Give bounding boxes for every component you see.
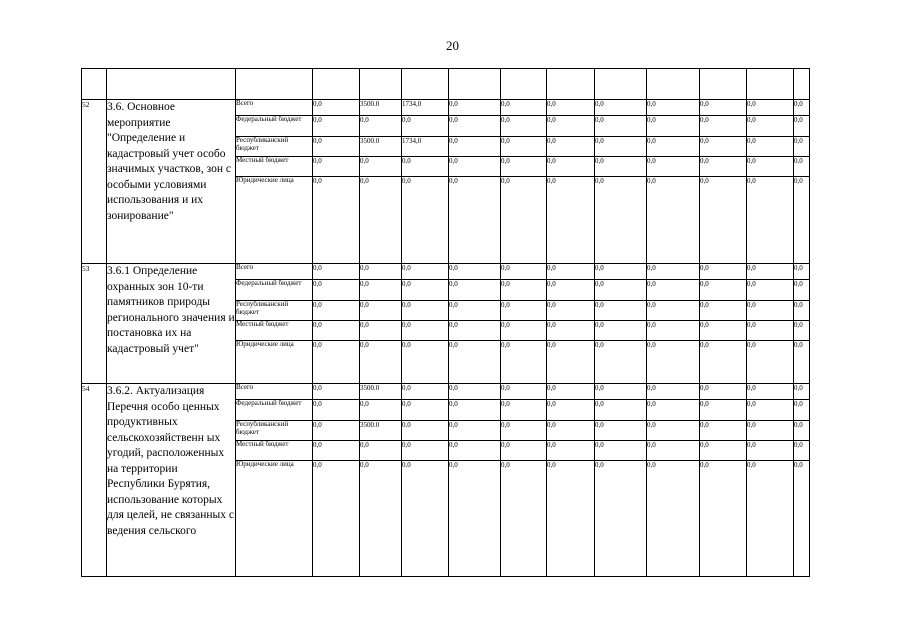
value-cell: 0,0 [402,421,449,441]
value-cell: 0,0 [501,341,547,384]
value-cell: 0,0 [595,116,647,137]
value-cell: 0,0 [547,177,595,264]
value-cell: 0,0 [501,137,547,157]
value-cell: 0,0 [449,321,501,341]
value-cell: 0,0 [595,301,647,321]
value-cell: 0,0 [794,177,810,264]
value-cell: 0,0 [449,441,501,461]
value-cell: 0,0 [547,100,595,116]
value-cell: 0,0 [595,341,647,384]
value-cell: 0,0 [700,301,747,321]
value-cell: 0,0 [547,384,595,400]
value-cell: 0,0 [794,461,810,577]
value-cell: 0,0 [449,384,501,400]
value-cell: 0,0 [313,321,360,341]
value-cell: 0,0 [402,157,449,177]
value-cell: 0,0 [313,400,360,421]
header-cell [595,69,647,100]
value-cell: 0,0 [501,177,547,264]
value-cell: 3500.0 [360,137,402,157]
value-cell: 0,0 [313,100,360,116]
value-cell: 0,0 [794,100,810,116]
funding-source: Всего [236,264,313,280]
row-number: 53 [82,264,107,384]
header-cell [360,69,402,100]
header-cell [107,69,236,100]
header-cell [547,69,595,100]
value-cell: 0,0 [313,177,360,264]
value-cell: 0,0 [747,280,794,301]
value-cell: 0,0 [700,100,747,116]
value-cell: 0,0 [402,280,449,301]
value-cell: 0,0 [449,461,501,577]
value-cell: 0,0 [360,264,402,280]
value-cell: 0,0 [747,301,794,321]
value-cell: 0,0 [595,177,647,264]
value-cell: 0,0 [647,264,700,280]
funding-source: Местный бюджет [236,321,313,341]
value-cell: 0,0 [700,341,747,384]
value-cell: 0,0 [647,280,700,301]
value-cell: 0,0 [700,384,747,400]
value-cell: 0,0 [360,177,402,264]
value-cell: 0,0 [595,264,647,280]
value-cell: 0,0 [747,441,794,461]
value-cell: 0,0 [449,301,501,321]
funding-source: Республиканский бюджет [236,137,313,157]
value-cell: 0,0 [313,157,360,177]
value-cell: 0,0 [547,400,595,421]
value-cell: 0,0 [700,400,747,421]
value-cell: 0,0 [794,280,810,301]
value-cell: 0,0 [547,280,595,301]
activity-title-text: 3.6. Основное мероприятие "Определение и кадастровый учет особо значимых участков, зон с особыми условиями использования и их зонирование" [107,101,231,222]
value-cell: 1734,0 [402,100,449,116]
value-cell: 0,0 [313,116,360,137]
value-cell: 0,0 [501,321,547,341]
value-cell: 0,0 [595,280,647,301]
value-cell: 0,0 [647,400,700,421]
value-cell: 0,0 [647,157,700,177]
value-cell: 0,0 [449,264,501,280]
value-cell: 0,0 [360,461,402,577]
value-cell: 0,0 [647,421,700,441]
value-cell: 0,0 [747,157,794,177]
value-cell: 0,0 [700,421,747,441]
value-cell: 0,0 [313,441,360,461]
value-cell: 0,0 [647,384,700,400]
value-cell: 0,0 [547,137,595,157]
header-cell [501,69,547,100]
value-cell: 0,0 [700,321,747,341]
value-cell: 0,0 [501,116,547,137]
header-cell [794,69,810,100]
value-cell: 0,0 [402,461,449,577]
header-cell [82,69,107,100]
value-cell: 0,0 [595,100,647,116]
funding-source: Федеральный бюджет [236,400,313,421]
funding-source: Всего [236,100,313,116]
value-cell: 0,0 [794,301,810,321]
value-cell: 0,0 [747,116,794,137]
value-cell: 0,0 [402,384,449,400]
activity-title [107,384,236,577]
header-cell [647,69,700,100]
value-cell: 0,0 [402,177,449,264]
activity-title-text: 3.6.1 Определение охранных зон 10-ти памятников природы регионального значения и постановка их на кадастровый учет" [107,265,235,355]
page-number: 20 [446,38,459,53]
activity-title [107,100,236,264]
value-cell: 0,0 [547,461,595,577]
table-row [82,100,810,116]
value-cell: 0,0 [449,341,501,384]
value-cell: 0,0 [700,264,747,280]
value-cell: 0,0 [647,341,700,384]
value-cell: 0,0 [449,137,501,157]
value-cell: 0,0 [449,400,501,421]
header-cell [700,69,747,100]
value-cell: 0,0 [595,321,647,341]
value-cell: 0,0 [794,400,810,421]
value-cell: 0,0 [647,100,700,116]
value-cell: 0,0 [449,421,501,441]
value-cell: 0,0 [747,177,794,264]
value-cell: 0,0 [449,100,501,116]
value-cell: 0,0 [402,264,449,280]
value-cell: 0,0 [547,116,595,137]
value-cell: 0,0 [360,321,402,341]
value-cell: 0,0 [700,157,747,177]
value-cell: 0,0 [449,280,501,301]
value-cell: 0,0 [501,421,547,441]
value-cell: 0,0 [402,321,449,341]
row-number: 52 [82,100,107,264]
funding-source: Республиканский бюджет [236,421,313,441]
value-cell: 0,0 [313,280,360,301]
value-cell: 0,0 [449,157,501,177]
value-cell: 0,0 [402,400,449,421]
value-cell: 0,0 [747,384,794,400]
value-cell: 0,0 [794,421,810,441]
value-cell: 0,0 [402,341,449,384]
value-cell: 0,0 [700,177,747,264]
value-cell: 0,0 [313,137,360,157]
value-cell: 0,0 [313,301,360,321]
value-cell: 0,0 [595,441,647,461]
value-cell: 0,0 [360,116,402,137]
funding-source: Республиканский бюджет [236,301,313,321]
header-cell [313,69,360,100]
value-cell: 0,0 [595,421,647,441]
header-row [82,69,810,100]
value-cell: 0,0 [700,280,747,301]
value-cell: 0,0 [794,137,810,157]
value-cell: 0,0 [360,341,402,384]
value-cell: 0,0 [501,100,547,116]
value-cell: 0,0 [647,441,700,461]
value-cell: 0,0 [700,116,747,137]
value-cell: 0,0 [747,100,794,116]
activity-title [107,264,236,384]
table-row [82,384,810,400]
activity-title-text: 3.6.2. Актуализация Перечня особо ценных продуктивных сельскохозяйственн ых угодий, расположенных на территории Республики Бурятия, использование которых для целей, не связанных с ведения сельского [107,385,234,537]
value-cell: 0,0 [501,280,547,301]
value-cell: 0,0 [595,384,647,400]
value-cell: 0,0 [313,461,360,577]
header-cell [449,69,501,100]
value-cell: 0,0 [747,400,794,421]
value-cell: 0,0 [313,341,360,384]
value-cell: 0,0 [547,421,595,441]
value-cell: 0,0 [794,441,810,461]
value-cell: 3500.0 [360,384,402,400]
table-body [82,69,810,577]
value-cell: 0,0 [747,321,794,341]
value-cell: 0,0 [449,177,501,264]
value-cell: 0,0 [547,301,595,321]
value-cell: 0,0 [647,461,700,577]
value-cell: 0,0 [595,157,647,177]
value-cell: 0,0 [794,341,810,384]
value-cell: 0,0 [360,157,402,177]
value-cell: 0,0 [501,264,547,280]
funding-source: Всего [236,384,313,400]
value-cell: 0,0 [747,264,794,280]
value-cell: 0,0 [547,441,595,461]
value-cell: 0,0 [547,264,595,280]
funding-source: Федеральный бюджет [236,280,313,301]
value-cell: 0,0 [313,421,360,441]
value-cell: 0,0 [595,461,647,577]
header-cell [747,69,794,100]
funding-source: Местный бюджет [236,441,313,461]
value-cell: 0,0 [700,461,747,577]
value-cell: 0,0 [794,321,810,341]
funding-source: Местный бюджет [236,157,313,177]
value-cell: 0,0 [700,137,747,157]
value-cell: 0,0 [794,157,810,177]
value-cell: 0,0 [547,341,595,384]
value-cell: 0,0 [402,441,449,461]
funding-source: Юридические лица [236,177,313,264]
value-cell: 0,0 [501,400,547,421]
value-cell: 0,0 [700,441,747,461]
value-cell: 0,0 [402,116,449,137]
value-cell: 0,0 [595,400,647,421]
value-cell: 0,0 [647,116,700,137]
value-cell: 0,0 [747,137,794,157]
value-cell: 0,0 [647,301,700,321]
value-cell: 0,0 [360,301,402,321]
value-cell: 3500.0 [360,100,402,116]
value-cell: 0,0 [794,384,810,400]
value-cell: 0,0 [547,157,595,177]
value-cell: 0,0 [501,384,547,400]
value-cell: 0,0 [501,301,547,321]
value-cell: 3500.0 [360,421,402,441]
value-cell: 0,0 [794,116,810,137]
value-cell: 0,0 [747,421,794,441]
value-cell: 0,0 [647,321,700,341]
funding-source: Юридические лица [236,461,313,577]
value-cell: 0,0 [313,264,360,280]
header-cell [402,69,449,100]
value-cell: 0,0 [449,116,501,137]
table-row [82,264,810,280]
value-cell: 0,0 [747,341,794,384]
value-cell: 0,0 [360,400,402,421]
value-cell: 0,0 [647,137,700,157]
value-cell: 1734,0 [402,137,449,157]
budget-table [81,68,810,577]
value-cell: 0,0 [360,280,402,301]
value-cell: 0,0 [647,177,700,264]
funding-source: Федеральный бюджет [236,116,313,137]
value-cell: 0,0 [313,384,360,400]
value-cell: 0,0 [360,441,402,461]
header-cell [236,69,313,100]
value-cell: 0,0 [501,157,547,177]
value-cell: 0,0 [747,461,794,577]
value-cell: 0,0 [595,137,647,157]
value-cell: 0,0 [402,301,449,321]
value-cell: 0,0 [501,461,547,577]
funding-source: Юридические лица [236,341,313,384]
row-number: 54 [82,384,107,577]
value-cell: 0,0 [501,441,547,461]
value-cell: 0,0 [794,264,810,280]
value-cell: 0,0 [547,321,595,341]
